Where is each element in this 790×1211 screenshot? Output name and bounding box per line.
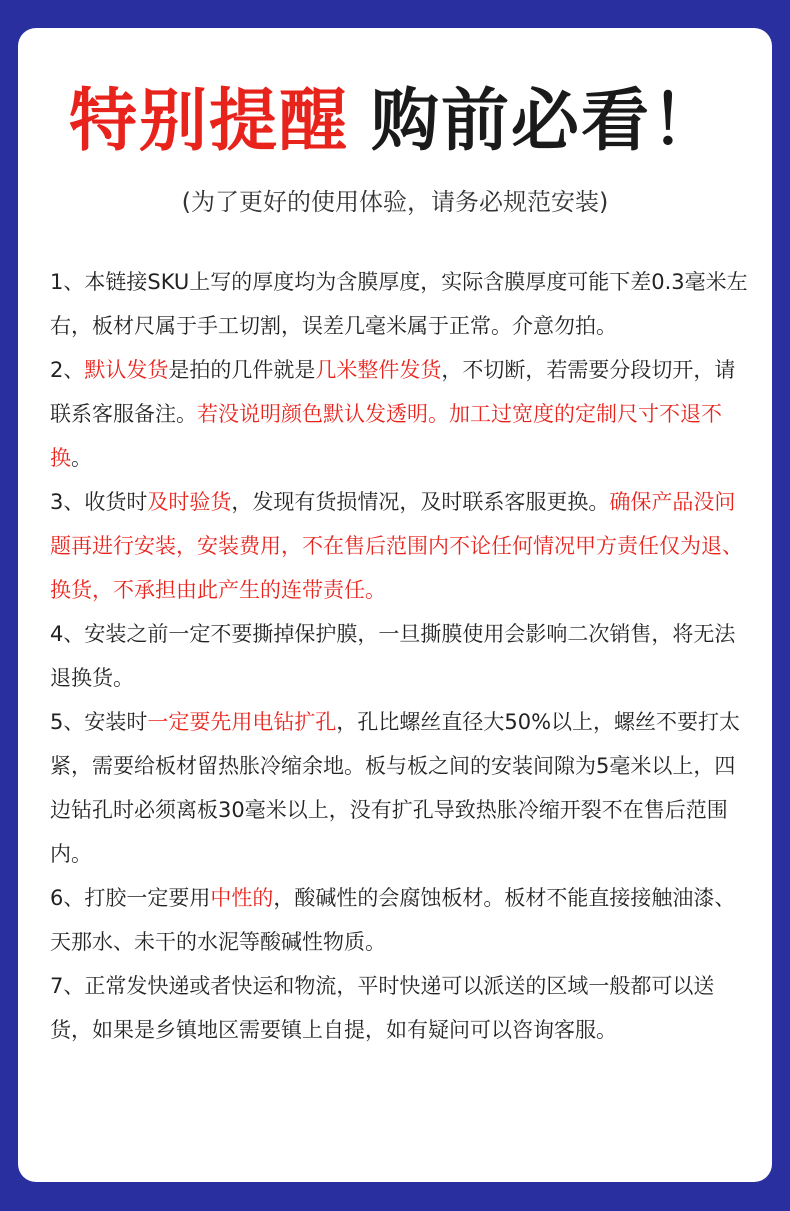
highlight-text: 及时验货 [147,490,232,514]
notice-item [50,348,750,480]
item-text: 2、 [50,358,85,382]
item-text: 5、安装时 [50,710,148,734]
item-text: ，发现有货损情况，及时联系客服更换。 [231,490,610,514]
item-text: 。 [71,446,92,470]
notice-item [50,964,750,1052]
item-text: 4、安装之前一定不要撕掉保护膜，一旦撕膜使用会影响二次销售，将无法退换货。 [50,622,736,690]
title-red: 特别提醒 [68,82,349,161]
notice-item [50,700,750,876]
item-text: ，不切断，若需要分段切开，请联系客服备注。 [50,358,736,426]
highlight-text: 一定要先用电钻扩孔 [147,710,337,734]
item-text: 6、打胶一定要用 [50,886,211,910]
highlight-text: 中性的 [210,886,274,910]
notice-item [50,876,750,964]
highlight-text: 默认发货 [84,358,169,382]
highlight-text: 确保产品没问题再进行安装，安装费用，不在售后范围内不论任何情况甲方责任仅为退、换货，不承担由此产生的连带责任。 [50,490,743,602]
item-text: 7、正常发快递或者快运和物流，平时快递可以派送的区域一般都可以送货，如果是乡镇地区需要镇上自提，如有疑问可以咨询客服。 [50,974,715,1042]
notice-item [50,480,750,612]
notice-item [50,260,750,348]
subtitle: (为了更好的使用体验，请务必规范安装) [181,188,609,216]
item-text: 是拍的几件就是 [168,358,316,382]
page-title [0,82,790,162]
highlight-text: 几米整件发货 [315,358,442,382]
item-text: ，酸碱性的会腐蚀板材。板材不能直接接触油漆、天那水、未干的水泥等酸碱性物质。 [50,886,736,954]
highlight-text: 若没说明颜色默认发透明。加工过宽度的定制尺寸不退不换 [50,402,722,470]
notice-item [50,612,750,700]
item-text: 3、收货时 [50,490,148,514]
title-black: 购前必看！ [371,82,722,161]
item-text: 1、本链接SKU上写的厚度均为含膜厚度，实际含膜厚度可能下差0.3毫米左右，板材尺属于手工切割，误差几毫米属于正常。介意勿拍。 [50,270,748,338]
item-text: ，孔比螺丝直径大50%以上，螺丝不要打太紧，需要给板材留热胀冷缩余地。板与板之间的安装间隙为5毫米以上，四边钻孔时必须离板30毫米以上，没有扩孔导致热胀冷缩开裂不在售后范围内。 [50,710,741,866]
notice-list [50,260,750,1052]
